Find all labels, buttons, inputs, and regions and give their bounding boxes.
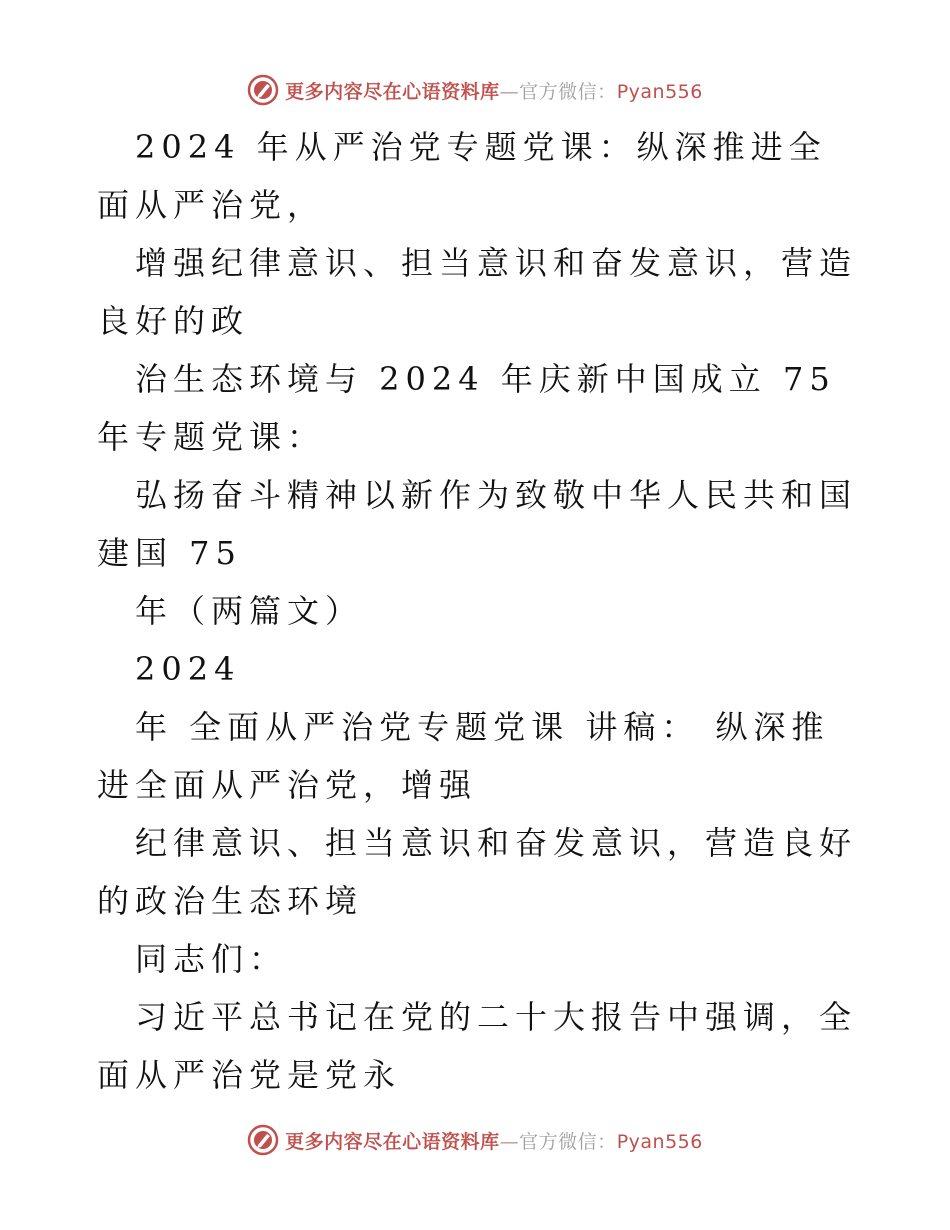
paragraph-body-1: 习近平总书记在党的二十大报告中强调，全面从严治党是党永 bbox=[97, 998, 858, 1094]
watermark-site: 更多内容尽在心语资料库 bbox=[285, 80, 500, 103]
watermark-text bbox=[285, 1127, 703, 1154]
watermark-wechat-label: 官方微信： bbox=[519, 1130, 617, 1153]
footer-watermark bbox=[0, 1122, 950, 1158]
paragraph-title-line-4: 弘扬奋斗精神以新作为致敬中华人民共和国建国 75 bbox=[97, 476, 858, 572]
paragraph-title-line-1: 2024 年从严治党专题党课：纵深推进全面从严治党， bbox=[97, 128, 827, 224]
paragraph-salutation: 同志们： bbox=[135, 940, 288, 978]
paragraph-speech-title-1: 年 全面从严治党专题党课 讲稿： 纵深推进全面从严治党，增强 bbox=[97, 708, 830, 804]
pen-logo-icon bbox=[247, 1124, 279, 1156]
pen-logo-icon bbox=[247, 74, 279, 106]
document-body bbox=[97, 118, 857, 1104]
header-watermark bbox=[0, 72, 950, 108]
watermark-wechat-label: 官方微信： bbox=[519, 80, 617, 103]
watermark-wechat-id: Pyan556 bbox=[616, 1130, 703, 1153]
watermark-wechat-id: Pyan556 bbox=[616, 80, 703, 103]
watermark-separator: — bbox=[499, 1130, 520, 1153]
paragraph-speech-title-2: 纪律意识、担当意识和奋发意识，营造良好的政治生态环境 bbox=[97, 824, 858, 920]
paragraph-title-line-2: 增强纪律意识、担当意识和奋发意识，营造良好的政 bbox=[97, 244, 858, 340]
watermark-site: 更多内容尽在心语资料库 bbox=[285, 1130, 500, 1153]
watermark-separator: — bbox=[499, 80, 520, 103]
paragraph-title-line-5: 年（两篇文） bbox=[135, 592, 364, 630]
paragraph-title-line-3: 治生态环境与 2024 年庆新中国成立 75 年专题党课： bbox=[97, 360, 836, 456]
paragraph-year: 2024 bbox=[135, 650, 241, 688]
watermark-text bbox=[285, 77, 703, 104]
